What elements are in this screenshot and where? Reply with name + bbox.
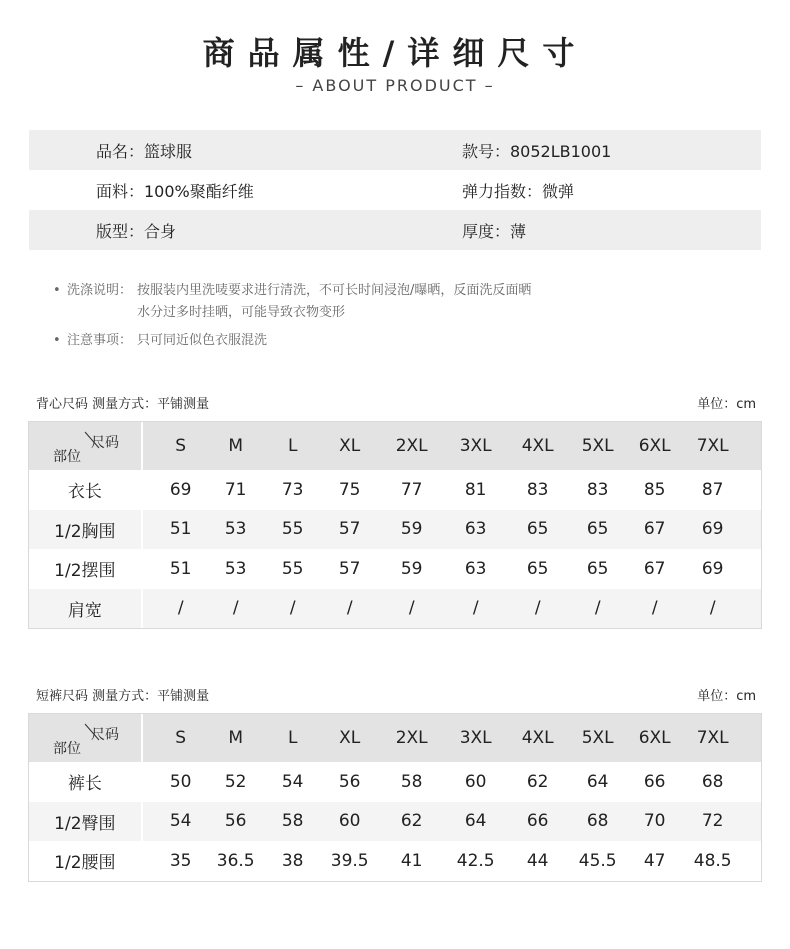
table-cell: 39.5 [330,850,369,871]
bullet-icon: • [53,333,61,348]
table-cell: 53 [224,558,247,579]
row-label: 衣长 [67,482,102,503]
attribute-fabric: 面料：100%聚酯纤维 [96,181,254,201]
table-cell: 63 [464,558,487,579]
table-cell: / [177,598,184,619]
row-cells [143,762,761,802]
table-cell: 68 [701,771,724,792]
diagonal-divider [29,714,141,762]
row-label: 肩宽 [67,600,102,621]
corner-cell [29,714,141,762]
table-row [29,470,761,510]
row-cells [143,802,761,842]
size-header-row [29,714,761,762]
table-row [29,802,761,842]
table-cell: 51 [169,558,192,579]
size-header-cells [143,422,761,470]
table-cell: / [408,598,415,619]
size-header-cell: 7XL [696,436,729,456]
attribute-row [29,130,761,170]
table-cell: 57 [338,519,361,540]
shorts-size-heading [36,685,756,705]
table-cell: / [346,598,353,619]
attribute-table [29,130,761,250]
table-row [29,510,761,550]
table-cell: 83 [526,479,549,500]
shorts-unit: 单位：cm [697,689,756,704]
table-cell: 51 [169,519,192,540]
size-header-cell: 4XL [521,436,554,456]
table-cell: 59 [400,558,423,579]
size-header-cell: 2XL [395,728,428,748]
table-cell: / [289,598,296,619]
size-header-cell: M [228,436,244,456]
size-header-cell: XL [339,728,361,748]
table-cell: 54 [169,811,192,832]
table-cell: 45.5 [578,850,617,871]
table-cell: 59 [400,519,423,540]
table-cell: 73 [281,479,304,500]
table-cell: 65 [586,558,609,579]
table-cell: 48.5 [693,850,732,871]
row-cells [143,549,761,589]
table-row [29,762,761,802]
vest-unit: 单位：cm [697,397,756,412]
table-cell: 87 [701,479,724,500]
table-cell: 35 [169,850,192,871]
table-row [29,841,761,881]
care-notes [53,280,577,358]
note-washing [53,280,577,324]
table-cell: 77 [400,479,423,500]
table-cell: 65 [586,519,609,540]
size-header-cell: S [175,436,187,456]
table-cell: 53 [224,519,247,540]
size-header-cell: 2XL [395,436,428,456]
table-cell: 69 [701,519,724,540]
table-cell: 70 [643,811,666,832]
size-header-cell: 6XL [638,728,671,748]
bullet-icon: • [53,283,61,298]
row-cells [143,589,761,629]
vest-size-heading [36,393,756,413]
attribute-fit: 版型：合身 [96,221,177,241]
table-cell: 60 [338,811,361,832]
table-cell: 69 [169,479,192,500]
row-label: 裤长 [67,774,102,795]
attribute-name: 品名：篮球服 [96,141,193,161]
table-cell: 56 [224,811,247,832]
table-cell: 42.5 [456,850,495,871]
size-header-cell: S [175,728,187,748]
size-header-cell: M [228,728,244,748]
size-header-cell: L [287,728,298,748]
table-cell: / [534,598,541,619]
corner-cell [29,422,141,470]
diagonal-divider [29,422,141,470]
note-text: 按服装内里洗唛要求进行清洗，不可长时间浸泡/曝晒，反面洗反面晒 [137,283,532,298]
note-label: 洗涤说明： [67,283,133,298]
row-label: 1/2胸围 [54,521,116,542]
table-cell: 66 [526,811,549,832]
corner-part-label: 部位 [53,741,81,757]
note-label: 注意事项： [67,333,133,348]
size-header-cell: 5XL [581,436,614,456]
size-header-cell: 6XL [638,436,671,456]
vest-size-title: 背心尺码 测量方式：平铺测量 [36,397,210,412]
table-cell: 55 [281,558,304,579]
table-cell: 72 [701,811,724,832]
row-label: 1/2摆围 [54,561,116,582]
table-cell: 54 [281,771,304,792]
table-cell: 68 [586,811,609,832]
attribute-thickness: 厚度：薄 [462,221,527,241]
attribute-row [29,210,761,250]
note-text: 只可同近似色衣服混洗 [137,333,268,348]
table-cell: 56 [338,771,361,792]
size-header-cell: 4XL [521,728,554,748]
table-cell: 63 [464,519,487,540]
row-cells [143,510,761,550]
attribute-elasticity: 弹力指数：微弹 [462,181,575,201]
shorts-size-table [28,713,762,882]
row-cells [143,470,761,510]
table-cell: 52 [224,771,247,792]
row-cells [143,841,761,881]
table-cell: / [472,598,479,619]
table-cell: 57 [338,558,361,579]
table-cell: 58 [281,811,304,832]
table-cell: 69 [701,558,724,579]
attribute-style-number: 款号：8052LB1001 [462,141,612,161]
table-cell: / [651,598,658,619]
table-cell: 66 [643,771,666,792]
size-header-cell: L [287,436,298,456]
row-label: 1/2腰围 [54,853,116,874]
table-cell: 62 [526,771,549,792]
table-cell: 64 [464,811,487,832]
page-title: 商品属性/详细尺寸 [202,34,588,72]
size-header-cell: 3XL [459,436,492,456]
table-cell: 65 [526,558,549,579]
corner-size-label: 尺码 [91,727,119,743]
table-cell: 67 [643,558,666,579]
size-header-cells [143,714,761,762]
corner-part-label: 部位 [53,449,81,465]
page-subtitle: – ABOUT PRODUCT – [295,76,495,95]
attribute-row [29,170,761,210]
vest-size-table [28,421,762,629]
note-attention [53,330,577,352]
table-cell: 44 [526,850,549,871]
shorts-size-title: 短裤尺码 测量方式：平铺测量 [36,689,210,704]
table-row [29,549,761,589]
table-cell: 67 [643,519,666,540]
corner-size-label: 尺码 [91,435,119,451]
note-text-2: 水分过多时挂晒，可能导致衣物变形 [137,305,346,320]
row-label: 1/2臀围 [54,813,116,834]
table-row [29,589,761,629]
table-cell: / [709,598,716,619]
table-cell: 65 [526,519,549,540]
table-cell: 41 [400,850,423,871]
size-header-row [29,422,761,470]
table-cell: 85 [643,479,666,500]
table-cell: 58 [400,771,423,792]
table-cell: 81 [464,479,487,500]
table-cell: 62 [400,811,423,832]
table-cell: 38 [281,850,304,871]
table-cell: / [594,598,601,619]
table-cell: 83 [586,479,609,500]
size-header-cell: 5XL [581,728,614,748]
table-cell: 47 [643,850,666,871]
table-cell: 50 [169,771,192,792]
table-cell: / [232,598,239,619]
table-cell: 55 [281,519,304,540]
size-header-cell: XL [339,436,361,456]
table-cell: 71 [224,479,247,500]
table-cell: 75 [338,479,361,500]
table-cell: 36.5 [216,850,255,871]
table-cell: 64 [586,771,609,792]
table-cell: 60 [464,771,487,792]
size-header-cell: 3XL [459,728,492,748]
size-header-cell: 7XL [696,728,729,748]
